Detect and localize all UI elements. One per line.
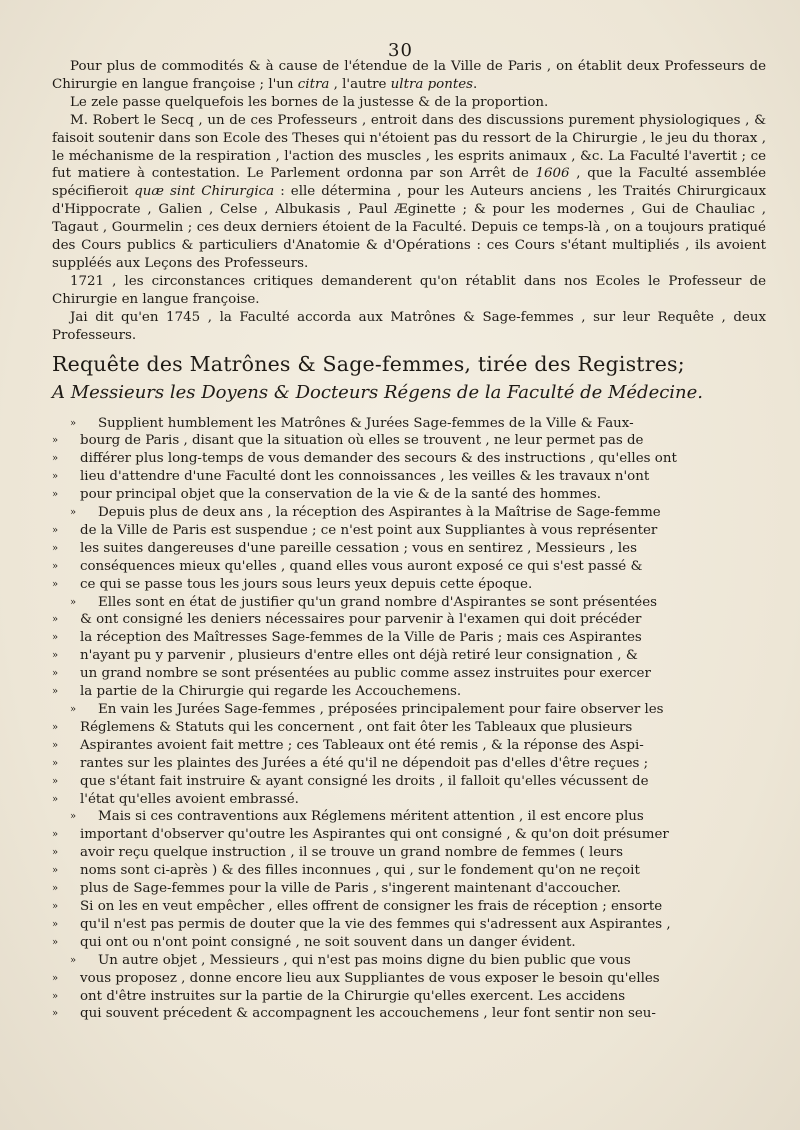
quoted-line bbox=[52, 970, 766, 988]
quoted-line bbox=[52, 629, 766, 647]
quoted-line bbox=[52, 683, 766, 701]
paragraph-text: Jai dit qu'en 1745 , la Faculté accorda aux Matrônes & Sage-femmes , sur leur Requête , deux Professeurs. bbox=[52, 309, 766, 343]
quoted-line-text: conséquences mieux qu'elles , quand elles vous auront exposé ce qui s'est passé & bbox=[80, 558, 643, 574]
quoted-line-text: que s'étant fait instruire & ayant consigné les droits , il falloit qu'elles vécussent de bbox=[80, 773, 649, 789]
quoted-line bbox=[52, 665, 766, 683]
quoted-line bbox=[52, 898, 766, 916]
page-number: 30 bbox=[388, 40, 413, 61]
quote-mark: » bbox=[52, 990, 59, 1002]
quote-mark: » bbox=[70, 811, 77, 823]
quoted-line-text: de la Ville de Paris est suspendue ; ce n'est point aux Suppliantes à vous représenter bbox=[80, 522, 658, 538]
quoted-line bbox=[52, 647, 766, 665]
italic-text: ultra pontes bbox=[390, 76, 474, 92]
quoted-line bbox=[52, 719, 766, 737]
quoted-line-text: l'état qu'elles avoient embrassé. bbox=[80, 791, 299, 807]
quoted-line bbox=[52, 934, 766, 952]
quoted-line-text: qui souvent précedent & accompagnent les accouchemens , leur font sentir non seu- bbox=[80, 1006, 656, 1022]
quoted-line-text: plus de Sage-femmes pour la ville de Paris , s'ingerent maintenant d'accoucher. bbox=[80, 881, 621, 897]
quoted-line bbox=[52, 808, 766, 826]
paragraph-text: Le zele passe quelquefois les bornes de la justesse & de la proportion. bbox=[70, 94, 549, 110]
quoted-line bbox=[52, 844, 766, 862]
quote-mark: » bbox=[52, 775, 59, 787]
quoted-line-text: différer plus long-temps de vous demander des secours & des instructions , qu'elles ont bbox=[80, 451, 677, 467]
quoted-line-text: Un autre objet , Messieurs , qui n'est pas moins digne du bien public que vous bbox=[98, 952, 631, 968]
paragraph-text: M. Robert le Secq , un de ces Professeurs , entroit dans des discussions purement physiologiques , & faisoit soutenir dans son Ecole des Theses qui n'étoient pas du ressort de la Chirurgie , le jeu du thorax , le méchanisme de la respiration , l'action des muscles , les esprits animaux , &c. La Faculté l'avertit ; ce fut matiere à contestation. Le Parlement ordonna par son Arrêt de bbox=[52, 112, 766, 182]
quoted-line-text: noms sont ci-après ) & des filles inconnues , qui , sur le fondement qu'on ne reçoit bbox=[80, 863, 640, 879]
quote-mark: » bbox=[52, 918, 59, 930]
quote-mark: » bbox=[52, 757, 59, 769]
quote-mark: » bbox=[70, 954, 77, 966]
request-address: A Messieurs les Doyens & Docteurs Régens de la Faculté de Médecine. bbox=[52, 381, 704, 403]
quoted-line-text: n'ayant pu y parvenir , plusieurs d'entre elles ont déjà retiré leur consignation , & bbox=[80, 648, 638, 664]
quoted-line-text: qui ont ou n'ont point consigné , ne soit souvent dans un danger évident. bbox=[80, 934, 576, 950]
quoted-line-text: Si on les en veut empêcher , elles offrent de consigner les frais de réception ; ensorte bbox=[80, 898, 663, 914]
quote-mark: » bbox=[52, 542, 59, 554]
quote-mark: » bbox=[70, 704, 77, 715]
quoted-line-text: la partie de la Chirurgie qui regarde les Accouchemens. bbox=[80, 684, 462, 700]
quoted-line bbox=[52, 415, 766, 433]
intro-text bbox=[52, 58, 766, 345]
paragraph bbox=[52, 112, 766, 273]
quoted-line-text: avoir reçu quelque instruction , il se trouve un grand nombre de femmes ( leurs bbox=[80, 845, 624, 861]
quoted-line bbox=[52, 558, 766, 576]
quoted-line bbox=[52, 701, 766, 719]
quote-mark: » bbox=[70, 417, 77, 429]
quoted-line bbox=[52, 522, 766, 540]
quoted-line bbox=[52, 1005, 766, 1023]
quoted-line-text: Réglemens & Statuts qui les concernent , ont fait ôter les Tableaux que plusieurs bbox=[80, 719, 633, 735]
quoted-line bbox=[52, 432, 766, 450]
quoted-line bbox=[52, 450, 766, 468]
paragraph-text: , l'autre bbox=[329, 76, 391, 92]
quoted-line-text: rantes sur les plaintes des Jurées a été qu'il ne dépendoit pas d'elles d'être reçues ; bbox=[80, 755, 649, 771]
quoted-line-text: lieu d'attendre d'une Faculté dont les connoissances , les veilles & les travaux n'ont bbox=[80, 469, 650, 485]
quoted-line bbox=[52, 504, 766, 522]
quoted-line-text: pour principal objet que la conservation de la vie & de la santé des hommes. bbox=[80, 487, 602, 503]
quoted-line-text: les suites dangereuses d'une pareille cessation ; vous en sentirez , Messieurs , les bbox=[80, 540, 637, 556]
quoted-line-text: un grand nombre se sont présentées au public comme assez instruites pour exercer bbox=[80, 666, 651, 682]
paragraph-text: . bbox=[473, 76, 478, 92]
quoted-line-text: En vain les Jurées Sage-femmes , préposées principalement pour faire observer les bbox=[98, 702, 664, 717]
quote-mark: » bbox=[70, 507, 77, 519]
italic-text: 1606 bbox=[535, 166, 570, 182]
quoted-line bbox=[52, 755, 766, 773]
quoted-line bbox=[52, 576, 766, 594]
quoted-line bbox=[52, 737, 766, 755]
paragraph bbox=[52, 309, 766, 345]
quoted-line-text: qu'il n'est pas permis de douter que la vie des femmes qui s'adressent aux Aspirantes , bbox=[80, 916, 671, 932]
quote-mark: » bbox=[52, 793, 59, 805]
quoted-line-text: Supplient humblement les Matrônes & Jurées Sage-femmes de la Ville & Faux- bbox=[98, 415, 634, 431]
quoted-line-text: Depuis plus de deux ans , la réception des Aspirantes à la Maîtrise de Sage-femme bbox=[98, 505, 661, 521]
quote-mark: » bbox=[52, 1008, 59, 1020]
italic-text: quæ sint Chirurgica bbox=[134, 184, 275, 200]
paragraph bbox=[52, 58, 766, 94]
quote-mark: » bbox=[52, 453, 59, 465]
quote-mark: » bbox=[52, 739, 59, 751]
quoted-line bbox=[52, 880, 766, 898]
quoted-line bbox=[52, 952, 766, 970]
quote-mark: » bbox=[52, 936, 59, 948]
paragraph bbox=[52, 273, 766, 309]
quoted-line bbox=[52, 594, 766, 612]
quote-mark: » bbox=[52, 614, 59, 626]
quote-mark: » bbox=[52, 829, 59, 841]
quoted-line-text: vous proposez , donne encore lieu aux Suppliantes de vous exposer le besoin qu'elles bbox=[80, 970, 660, 986]
quoted-line bbox=[52, 540, 766, 558]
quoted-line bbox=[52, 826, 766, 844]
quoted-line-text: ce qui se passe tous les jours sous leurs yeux depuis cette époque. bbox=[80, 576, 533, 592]
quoted-line bbox=[52, 611, 766, 629]
quoted-line-text: bourg de Paris , disant que la situation où elles se trouvent , ne leur permet pas de bbox=[80, 433, 644, 449]
quote-mark: » bbox=[52, 883, 59, 895]
quoted-line bbox=[52, 486, 766, 504]
quote-mark: » bbox=[52, 435, 59, 447]
quoted-line-text: Mais si ces contraventions aux Réglemens méritent attention , il est encore plus bbox=[98, 809, 644, 825]
italic-text: citra bbox=[297, 76, 330, 92]
quoted-line bbox=[52, 862, 766, 880]
quote-mark: » bbox=[52, 471, 59, 483]
quoted-line-text: & ont consigné les deniers nécessaires pour parvenir à l'examen qui doit précéder bbox=[80, 612, 642, 628]
paragraph-text: : elle détermina , pour les Auteurs anciens , les Traités Chirurgicaux d'Hippocrate , Galien , Celse , Albukasis , Paul Æginette ; & pour les modernes , Gui de Chauliac , Tagaut , Gourmelin ; ces deux derniers étoient de la Faculté. Depuis ce temps-là , on a toujours pratiqué des Cours publics & particuliers d'Anatomie & d'Opérations : ces Cours s'étant multipliés , ils avoient suppléés aux Leçons des Professeurs. bbox=[52, 184, 766, 271]
quoted-line-text: important d'observer qu'outre les Aspirantes qui ont consigné , & qu'on doit présumer bbox=[80, 827, 669, 843]
quote-mark: » bbox=[52, 524, 59, 536]
quoted-line-text: ont d'être instruites sur la partie de la Chirurgie qu'elles exercent. Les accidens bbox=[80, 988, 626, 1004]
quoted-line bbox=[52, 773, 766, 791]
quoted-line bbox=[52, 468, 766, 486]
request-heading: Requête des Matrônes & Sage-femmes, tirée des Registres; bbox=[52, 351, 685, 376]
quote-mark: » bbox=[52, 847, 59, 859]
quote-mark: » bbox=[52, 578, 59, 590]
paragraph-text: , que la Faculté assemblée spécifieroit bbox=[52, 166, 766, 200]
quote-mark: » bbox=[52, 650, 59, 662]
quote-mark: » bbox=[52, 972, 59, 984]
quote-mark: » bbox=[70, 596, 77, 608]
paragraph bbox=[52, 94, 766, 112]
quoted-line-text: Elles sont en état de justifier qu'un grand nombre d'Aspirantes se sont présentées bbox=[98, 594, 657, 610]
paragraph-text: Pour plus de commodités & à cause de l'étendue de la Ville de Paris , on établit deux Professeurs de Chirurgie en langue françoise ; l'un bbox=[52, 59, 766, 92]
request-body bbox=[52, 415, 766, 1024]
quoted-line bbox=[52, 988, 766, 1006]
quote-mark: » bbox=[52, 560, 59, 572]
quote-mark: » bbox=[52, 865, 59, 877]
quote-mark: » bbox=[52, 721, 59, 733]
quoted-line bbox=[52, 916, 766, 934]
quote-mark: » bbox=[52, 900, 59, 912]
quoted-line-text: Aspirantes avoient fait mettre ; ces Tableaux ont été remis , & la réponse des Aspi- bbox=[80, 737, 644, 753]
quoted-line bbox=[52, 791, 766, 809]
quote-mark: » bbox=[52, 686, 59, 698]
quoted-line-text: la réception des Maîtresses Sage-femmes de la Ville de Paris ; mais ces Aspirantes bbox=[80, 630, 642, 646]
quote-mark: » bbox=[52, 668, 59, 680]
paragraph-text: 1721 , les circonstances critiques demanderent qu'on rétablit dans nos Ecoles le Professeur de Chirurgie en langue françoise. bbox=[52, 273, 766, 307]
quote-mark: » bbox=[52, 489, 59, 501]
quote-mark: » bbox=[52, 632, 59, 644]
